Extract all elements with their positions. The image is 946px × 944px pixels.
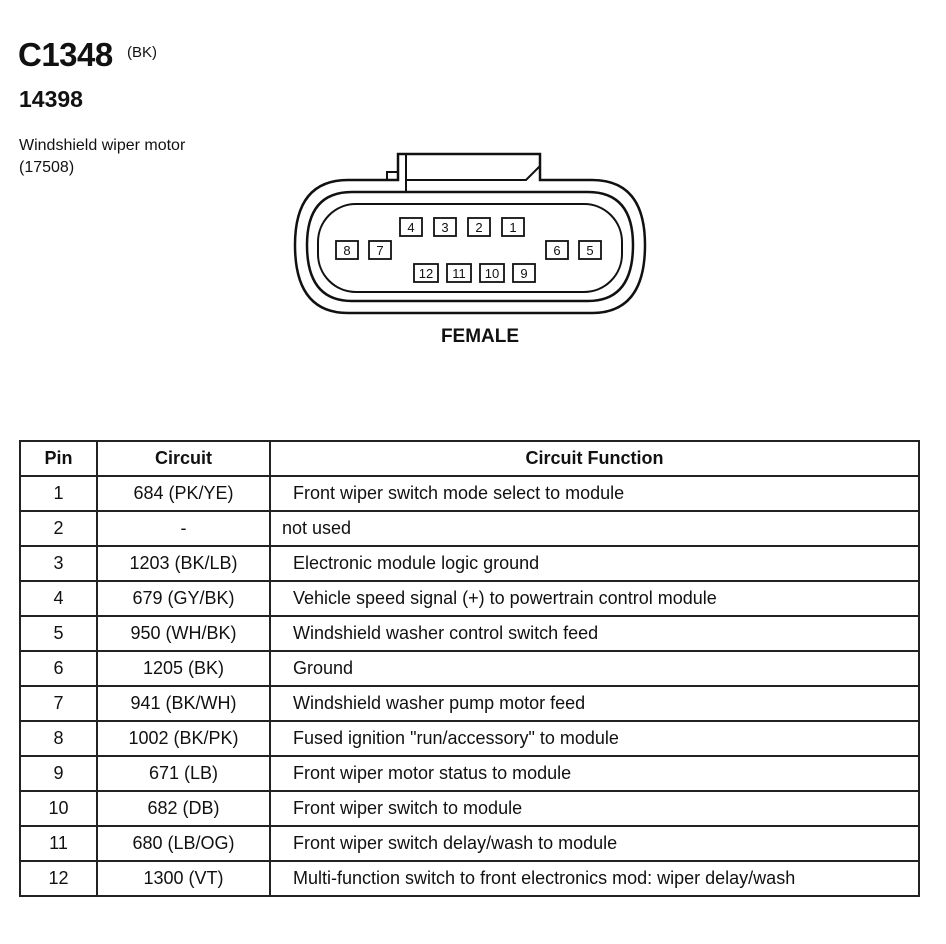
pin-cavity (434, 218, 456, 236)
pin-cell: 11 (20, 826, 97, 861)
table-row (20, 581, 919, 616)
pin-cell: 9 (20, 756, 97, 791)
circuit-cell: 941 (BK/WH) (97, 686, 270, 721)
component-number: (17508) (19, 159, 75, 176)
pin-cell: 1 (20, 476, 97, 511)
pin-cell: 2 (20, 511, 97, 546)
table-header-row (20, 441, 919, 476)
circuit-cell: 1203 (BK/LB) (97, 546, 270, 581)
table-row (20, 616, 919, 651)
column-header-function: Circuit Function (270, 441, 919, 476)
connector-inner-rim (307, 192, 633, 301)
function-cell (270, 616, 919, 651)
pin-number: 1 (509, 220, 517, 235)
table-row (20, 511, 919, 546)
function-cell (270, 861, 919, 896)
pin-cavity (502, 218, 524, 236)
pin-cavity (513, 264, 535, 282)
pin-cavity (414, 264, 438, 282)
pin-number: 3 (441, 220, 449, 235)
function-cell (270, 581, 919, 616)
function-text: Multi-function switch to front electronics mod: wiper delay/wash (293, 868, 796, 888)
table-row (20, 826, 919, 861)
pin-number: 2 (475, 220, 483, 235)
function-text: Electronic module logic ground (293, 553, 540, 573)
connector-gender-label: FEMALE (440, 326, 520, 347)
pin-number: 9 (520, 266, 528, 281)
circuit-cell: 1300 (VT) (97, 861, 270, 896)
connector-face-diagram (290, 150, 650, 325)
function-cell (270, 546, 919, 581)
function-cell (270, 791, 919, 826)
table-row (20, 686, 919, 721)
connector-housing-outline (295, 154, 645, 313)
function-text: Vehicle speed signal (+) to powertrain control module (293, 588, 717, 608)
function-text: Fused ignition "run/accessory" to module (293, 728, 619, 748)
pin-cavity (369, 241, 391, 259)
circuit-cell: - (97, 511, 270, 546)
pin-cell: 6 (20, 651, 97, 686)
function-cell (270, 651, 919, 686)
pin-number: 6 (553, 243, 561, 258)
pin-cavity (579, 241, 601, 259)
pin-number: 10 (484, 266, 500, 281)
pin-number: 5 (586, 243, 594, 258)
connector-color: (BK) (127, 44, 157, 61)
latch-detail (387, 154, 540, 192)
table-row (20, 756, 919, 791)
function-text: Ground (293, 658, 354, 678)
pin-number: 11 (452, 266, 466, 281)
pin-cavity (480, 264, 504, 282)
pin-cell: 7 (20, 686, 97, 721)
pin-number: 4 (407, 220, 415, 235)
connector-id: C1348 (18, 36, 113, 73)
function-text: not used (282, 518, 352, 538)
column-header-circuit: Circuit (97, 441, 270, 476)
function-text: Front wiper switch to module (293, 798, 523, 818)
circuit-cell: 671 (LB) (97, 756, 270, 791)
function-cell (270, 721, 919, 756)
pin-cavity (468, 218, 490, 236)
pinout-table (19, 440, 920, 897)
component-name: Windshield wiper motor (19, 137, 186, 154)
function-text: Front wiper motor status to module (293, 763, 572, 783)
table-row (20, 476, 919, 511)
pin-cell: 10 (20, 791, 97, 826)
pin-cavity (546, 241, 568, 259)
pin-cell: 8 (20, 721, 97, 756)
circuit-cell: 1002 (BK/PK) (97, 721, 270, 756)
column-header-pin: Pin (20, 441, 97, 476)
function-text: Front wiper switch mode select to module (293, 483, 625, 503)
function-cell (270, 511, 919, 546)
circuit-cell: 950 (WH/BK) (97, 616, 270, 651)
pin-number: 8 (343, 243, 351, 258)
table-row (20, 791, 919, 826)
pin-cell: 5 (20, 616, 97, 651)
function-cell (270, 686, 919, 721)
pin-number: 7 (376, 243, 384, 258)
pin-number: 12 (418, 266, 434, 281)
pin-cell: 4 (20, 581, 97, 616)
table-row (20, 546, 919, 581)
function-cell (270, 476, 919, 511)
circuit-cell: 684 (PK/YE) (97, 476, 270, 511)
function-text: Windshield washer control switch feed (293, 623, 599, 643)
circuit-cell: 680 (LB/OG) (97, 826, 270, 861)
part-number: 14398 (19, 86, 83, 112)
table-row (20, 651, 919, 686)
function-cell (270, 756, 919, 791)
function-text: Front wiper switch delay/wash to module (293, 833, 618, 853)
function-cell (270, 826, 919, 861)
circuit-cell: 679 (GY/BK) (97, 581, 270, 616)
pin-cavity (336, 241, 358, 259)
circuit-cell: 1205 (BK) (97, 651, 270, 686)
pin-cavity (447, 264, 471, 282)
table-row (20, 861, 919, 896)
function-text: Windshield washer pump motor feed (293, 693, 586, 713)
circuit-cell: 682 (DB) (97, 791, 270, 826)
pin-cell: 12 (20, 861, 97, 896)
pin-cavity (400, 218, 422, 236)
table-row (20, 721, 919, 756)
pin-cell: 3 (20, 546, 97, 581)
